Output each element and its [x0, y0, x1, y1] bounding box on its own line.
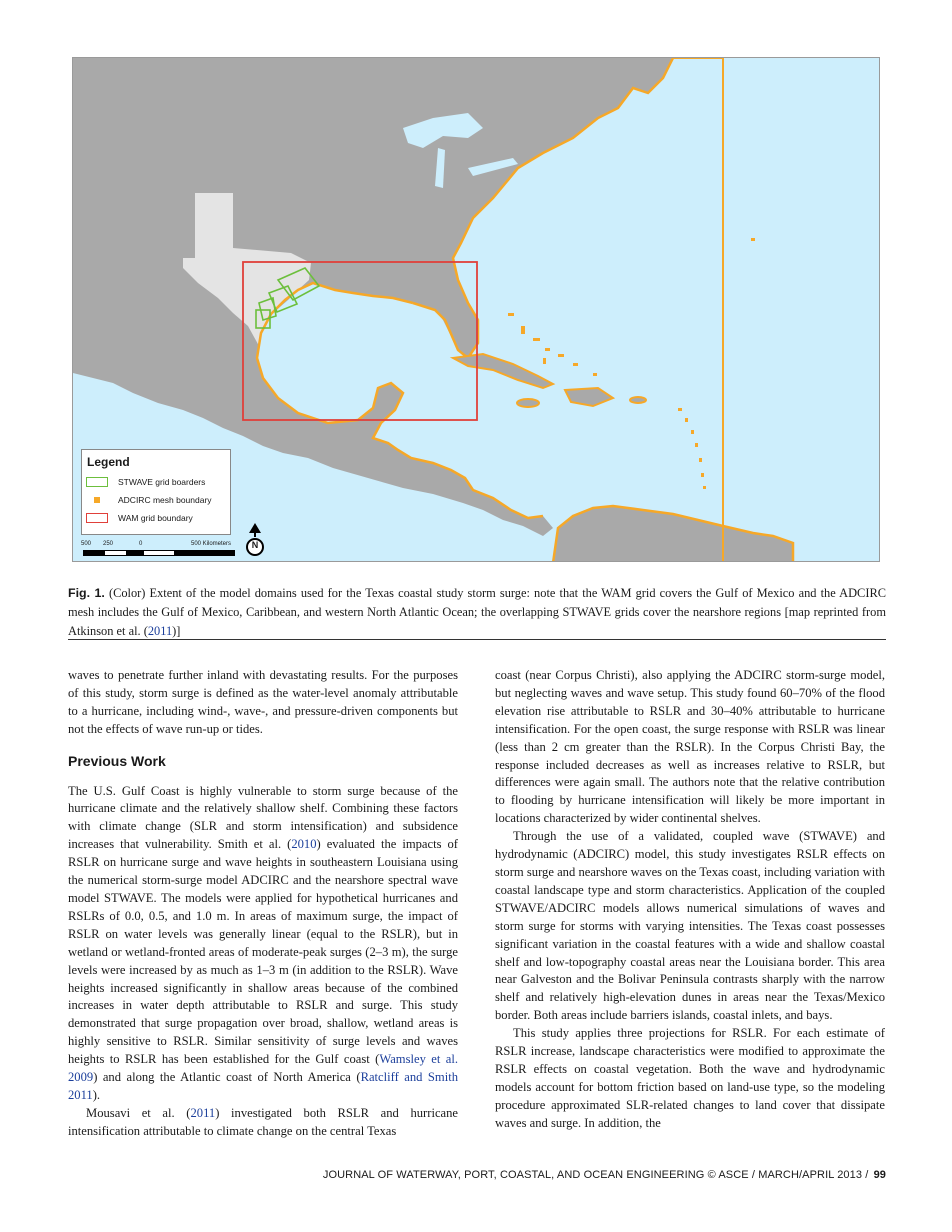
legend-item-wam: [86, 513, 193, 523]
legend-label-wam: WAM grid boundary: [118, 513, 193, 523]
left-paragraph-1: waves to penetrate further inland with devastating results. For the purposes of this study, storm surge is defined as the water-level anomaly attributable to a hurricane, including wind-, wave-, and pressure-driven components but not the effects of wave run-up or tides.: [68, 668, 458, 736]
scale-bar: [81, 541, 241, 557]
left-column: [68, 667, 458, 1141]
adcirc-swatch: [86, 495, 108, 505]
citation-wamsley-2009[interactable]: Wamsley et al. 2009: [68, 1052, 458, 1085]
citation-mousavi-2011[interactable]: 2011: [190, 1105, 216, 1120]
map-figure: [72, 57, 880, 562]
legend-item-stwave: [86, 477, 205, 487]
scale-label-250: 250: [103, 541, 114, 547]
legend-item-adcirc: [86, 495, 212, 505]
section-heading: Previous Work: [68, 752, 166, 769]
jamaica-island: [517, 399, 539, 407]
caption-end: )]: [172, 624, 181, 638]
legend-label-adcirc: ADCIRC mesh boundary: [118, 495, 212, 505]
caption-divider: [68, 639, 886, 640]
left-paragraph-3: [68, 1105, 458, 1141]
footer-page-number: 99: [873, 1169, 886, 1181]
figure-caption: [68, 584, 886, 641]
legend-title: Legend: [87, 455, 130, 469]
p2-text-b: ) evaluated the impacts of RSLR on hurricane surge and wave heights in southeastern Louisiana using the numerical storm-surge model ADCIRC and the nearshore spectral wave model STWAVE. The models were applied for hypothetical hurricanes and RSLRs of 0.0, 0.5, and 1.0 m. In areas of maximum surge, the impact of RSLR on water levels was generally linear (equal to the RSLR), but in wetland or wetland-fronted areas of moderate-peak surges (2–3 m), the surge levels were increased by as much as 1–3 m (in addition to the RSLR). Wave heights increased significantly in shallow areas because of the combined increases in water depth attributable to RSLR and surge. This study demonstrated that surge propagation over broad, shallow, wetland areas is highly sensitive to RSLR. Similar sensitivity of surge levels and waves heights to RSLR has been established for the Gulf coast (: [68, 837, 458, 1067]
caption-label: Fig. 1.: [68, 586, 105, 600]
north-label: N: [251, 540, 259, 550]
p2-text-a: The U.S. Gulf Coast is highly vulnerable to storm surge because of the hurricane climate and the relatively shallow shelf. Combining these factors with climate change (SLR and storm intensification) and subsidence increases that vulnerability. Smith et al. (: [68, 783, 458, 852]
scale-label-0: 0: [139, 541, 143, 547]
right-paragraph-1: coast (near Corpus Christi), also applying the ADCIRC storm-surge model, but neglecting waves and wave setup. This study found 60–70% of the flood elevation rise attributable to RSLR and 30–40% attributable to hurricane intensification. For the open coast, the surge response with RSLR was linear (less than 2 cm greater than the RSLR). In the Corpus Christi Bay, the response included decreases as well as increases relative to RSLR, but differences were again small. The authors note that the relative contribution to flooding by hurricane intensification will likely be more important in locations characterized by wider continental shelves.: [495, 668, 885, 826]
p2-text-d: ).: [92, 1087, 101, 1102]
caption-text: (Color) Extent of the model domains used for the Texas coastal study storm surge: note that the WAM grid covers the Gulf of Mexico and the ADCIRC mesh includes the Gulf of Mexico, Caribbean, and western North Atlantic Ocean; the overlapping STWAVE grids cover the nearshore regions [map reprinted from Atkinson et al. (: [68, 586, 886, 638]
page-footer: [323, 1169, 886, 1181]
right-paragraph-3: This study applies three projections for RSLR. For each estimate of RSLR increase, landscape characteristics were modified to approximate the RSLR effects on coastal vegetation. Both the wave and hydrodynamic models account for bottom friction based on land-use type, so the modeling procedure approximated SLR-related changes to land cover that dissipate waves and surge. In addition, the: [495, 1026, 885, 1130]
wam-swatch: [86, 513, 108, 523]
right-column: [495, 667, 885, 1133]
caption-citation-year[interactable]: 2011: [147, 624, 173, 638]
citation-ratcliff-2011[interactable]: Ratcliff and Smith 2011: [68, 1070, 458, 1102]
right-paragraph-2: Through the use of a validated, coupled wave (STWAVE) and hydrodynamic (ADCIRC) model, this study investigates RSLR effects on storm surge and nearshore waves on the Texas coast, including variation with coastal landscape type and storm characteristics. Application of the coupled STWAVE/ADCIRC models allows numerical simulations of waves and storm surge for storms with varying intensities. The Texas coast possesses significant variation in the coastal features with a wide and shallow coastal shelf and low-topography coastal areas near the Louisiana border. This area near Galveston and the Bolivar Peninsula contrasts sharply with the narrow shelf and relatively high-elevation dunes in areas near the Texas/Mexico border. Both areas include barriers islands, coastal inlets, and bays.: [495, 829, 885, 1023]
scale-label-500: 500: [81, 541, 92, 547]
north-arrow: [245, 523, 265, 557]
p2-text-c: ) and along the Atlantic coast of North America (: [93, 1070, 361, 1085]
p3-text-b: ) investigated both RSLR and hurricane intensification attributable to climate change on the central Texas: [68, 1105, 459, 1138]
scale-bar-graphic: [83, 550, 235, 556]
p3-text-a: Mousavi et al. (: [86, 1105, 191, 1120]
bermuda-island: [751, 238, 755, 241]
left-paragraph-2: [68, 783, 458, 1105]
citation-smith-2010[interactable]: 2010: [291, 837, 317, 852]
scale-label-km: 500 Kilometers: [191, 541, 232, 547]
puerto-rico-island: [630, 397, 646, 403]
stwave-swatch: [86, 477, 108, 487]
footer-journal: JOURNAL OF WATERWAY, PORT, COASTAL, AND OCEAN ENGINEERING © ASCE / MARCH/APRIL 2013 /: [322, 1169, 869, 1181]
legend-label-stwave: STWAVE grid boarders: [118, 477, 206, 487]
map-legend: [81, 449, 231, 535]
